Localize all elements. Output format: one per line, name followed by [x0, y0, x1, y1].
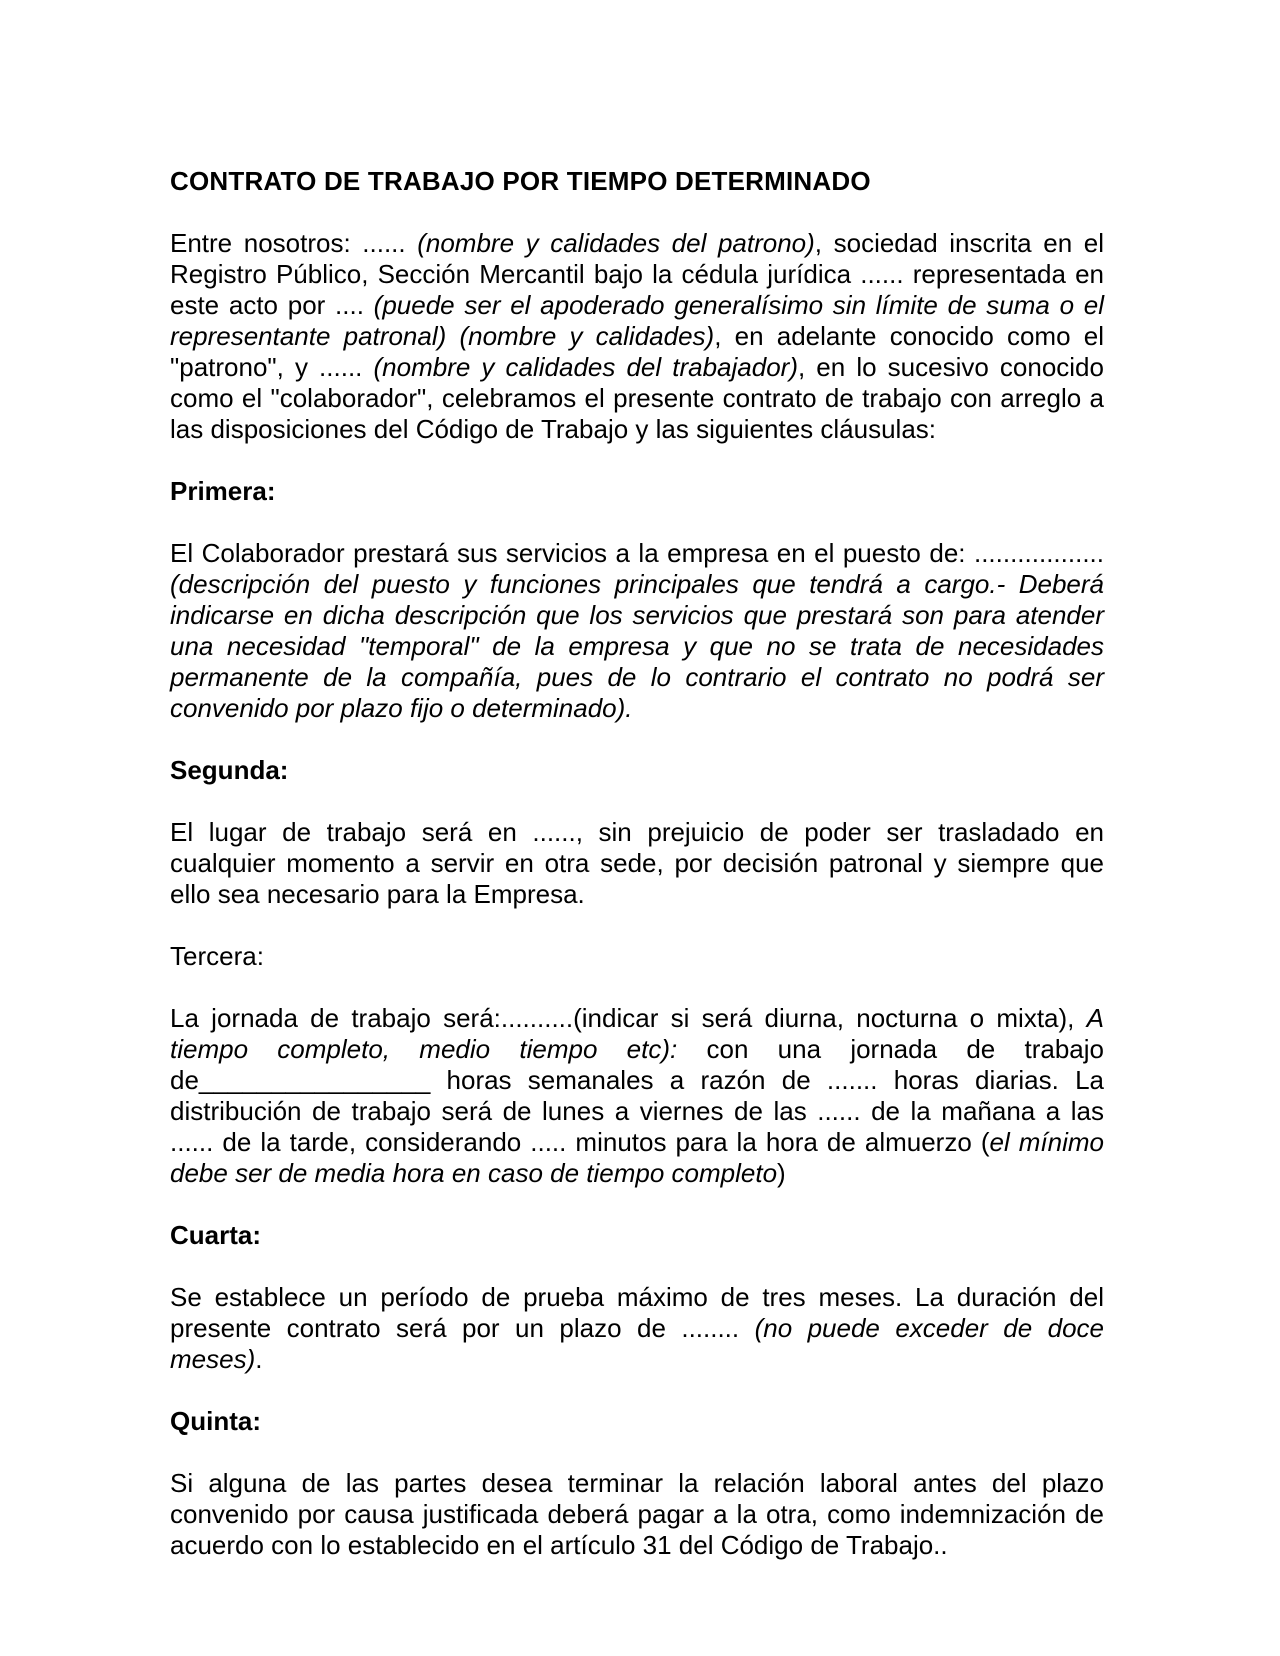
italic-text: el mínimo debe ser de media hora en caso de tiempo completo	[170, 1127, 1104, 1188]
text: .	[255, 1344, 263, 1374]
text: con una jornada de trabajo de________________ horas semanales a razón de ....... horas diarias. La distribución de trabajo será de lunes a viernes de las ...... de la mañana a las ...... de la tarde, considerando ..... minutos para la hora de almuerzo (	[170, 1034, 1104, 1157]
clause-heading-quinta: Quinta:	[170, 1406, 261, 1436]
italic-text: (nombre y calidades del trabajador)	[373, 352, 798, 382]
intro-paragraph	[170, 228, 1104, 445]
cuarta-paragraph	[170, 1282, 1104, 1375]
text: El Colaborador prestará sus servicios a la empresa en el puesto de: ..................	[170, 538, 1104, 568]
text: Se establece un período de prueba máximo de tres meses. La duración del presente contrato será por un plazo de ........	[170, 1282, 1104, 1343]
italic-text: A tiempo completo, medio tiempo etc):	[170, 1003, 1104, 1064]
text: Entre nosotros: ......	[170, 228, 418, 258]
text: , sociedad inscrita en el Registro Público, Sección Mercantil bajo la cédula jurídica ...... representada en este acto por ....	[170, 228, 1104, 320]
text: , en lo sucesivo conocido como el "colaborador", celebramos el presente contrato de trabajo con arreglo a las disposiciones del Código de Trabajo y las siguientes cláusulas:	[170, 352, 1104, 444]
quinta-paragraph	[170, 1468, 1104, 1561]
text: La jornada de trabajo será:..........(indicar si será diurna, nocturna o mixta),	[170, 1003, 1087, 1033]
text: , en adelante conocido como el "patrono", y ......	[170, 321, 1104, 382]
text: )	[777, 1158, 786, 1188]
tercera-paragraph	[170, 1003, 1104, 1189]
clause-heading-cuarta: Cuarta:	[170, 1220, 262, 1250]
italic-text: (nombre y calidades del patrono)	[417, 228, 815, 258]
italic-text: (no puede exceder de doce meses)	[170, 1313, 1105, 1374]
document-body	[170, 228, 1104, 1561]
italic-text: (nombre y calidades)	[459, 321, 715, 351]
text: Si alguna de las partes desea terminar la relación laboral antes del plazo convenido por causa justificada deberá pagar a la otra, como indemnización de acuerdo con lo establecido en el artículo 31 del Código de Trabajo..	[170, 1468, 1104, 1560]
segunda-paragraph	[170, 817, 1104, 910]
italic-text: (puede ser el apoderado generalísimo sin límite de suma o el representante patronal)	[170, 290, 1104, 351]
clause-heading-primera: Primera:	[170, 476, 276, 506]
primera-paragraph	[170, 538, 1104, 724]
text	[446, 321, 459, 351]
italic-text: (descripción del puesto y funciones principales que tendrá a cargo.- Deberá indicarse en dicha descripción que los servicios que prestará son para atender una necesidad "temporal" de la empresa y que no se trata de necesidades permanente de la compañía, pues de lo contrario el contrato no podrá ser convenido por plazo fijo o determinado).	[170, 569, 1104, 723]
clause-heading-tercera: Tercera:	[170, 941, 264, 971]
document-title: CONTRATO DE TRABAJO POR TIEMPO DETERMINADO	[170, 166, 871, 196]
clause-heading-segunda: Segunda:	[170, 755, 289, 785]
text: El lugar de trabajo será en ......, sin prejuicio de poder ser trasladado en cualquier momento a servir en otra sede, por decisión patronal y siempre que ello sea necesario para la Empresa.	[170, 817, 1104, 909]
